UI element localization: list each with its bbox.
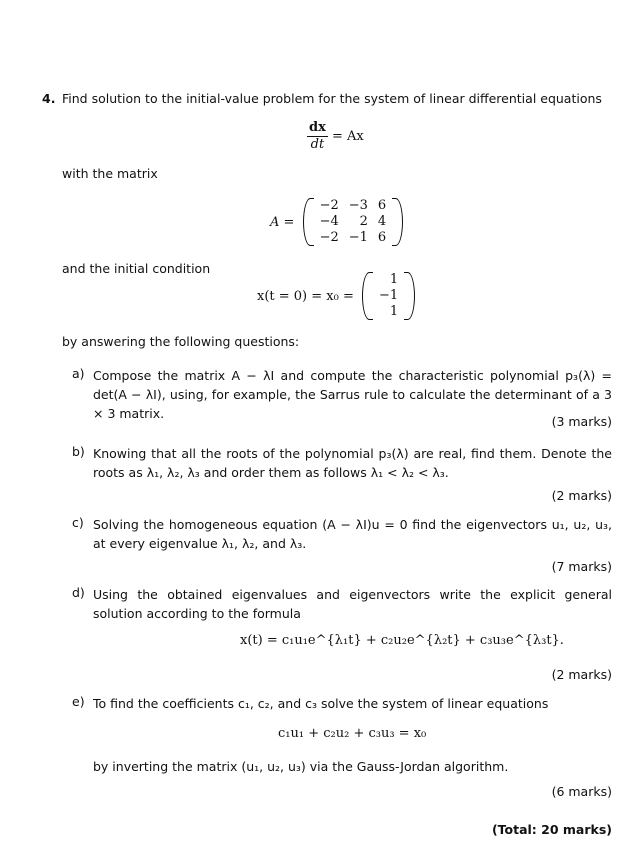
x0-cell: −1 <box>379 288 399 303</box>
question-d-formula: x(t) = c₁u₁e^{λ₁t} + c₂u₂e^{λ₂t} + c₃u₃e^{λ₃t}. <box>240 633 564 648</box>
ode-rhs: = Ax <box>331 129 364 144</box>
question-d-marks: (2 marks) <box>551 667 612 682</box>
question-d-label: d) <box>72 585 85 600</box>
ode-numerator: dx <box>309 120 326 135</box>
question-e-marks: (6 marks) <box>551 784 612 799</box>
question-a-label: a) <box>72 366 85 381</box>
x0-vector <box>362 272 415 320</box>
x0-block <box>257 272 415 320</box>
matrix-a-cell: −2 <box>319 230 339 245</box>
matrix-a-cell: 6 <box>377 198 387 213</box>
matrix-a-cell: 6 <box>377 230 387 245</box>
question-e-text: To find the coefficients c₁, c₂, and c₃ solve the system of linear equations <box>93 696 549 711</box>
matrix-a-block <box>270 198 403 246</box>
question-b-marks: (2 marks) <box>551 488 612 503</box>
question-d-text: Using the obtained eigenvalues and eigenvectors write the explicit general solution according to the formula <box>93 587 612 621</box>
question-a-text: Compose the matrix A − λI and compute the characteristic polynomial p₃(λ) = det(A − λI), using, for example, the Sarrus rule to calculate the determinant of a 3 × 3 matrix. <box>93 368 612 421</box>
question-c-text: Solving the homogeneous equation (A − λI)u = 0 find the eigenvectors u₁, u₂, u₃, at every eigenvalue λ₁, λ₂, and λ₃. <box>93 517 612 551</box>
answering-text: by answering the following questions: <box>62 334 300 349</box>
question-e-formula: c₁u₁ + c₂u₂ + c₃u₃ = x₀ <box>278 726 427 741</box>
matrix-a-cell: 4 <box>377 214 387 229</box>
problem-number: 4. <box>42 91 56 106</box>
question-c-label: c) <box>72 515 84 530</box>
matrix-a-cell: −3 <box>348 198 368 213</box>
question-b-label: b) <box>72 444 85 459</box>
matrix-a-cell: −4 <box>319 214 339 229</box>
question-b-text: Knowing that all the roots of the polynomial p₃(λ) are real, find them. Denote the roots as λ₁, λ₂, λ₃ and order them as follows λ₁ < λ₂ < λ₃. <box>93 446 612 480</box>
x0-label: x(t = 0) = x₀ = <box>257 288 354 304</box>
question-c-marks: (7 marks) <box>551 559 612 574</box>
matrix-a-cell: −2 <box>319 198 339 213</box>
matrix-a-cell: −1 <box>348 230 368 245</box>
with-matrix-text: with the matrix <box>62 166 158 181</box>
ode-fraction <box>307 120 328 153</box>
x0-cell: 1 <box>389 304 399 319</box>
ode-denominator: dt <box>310 137 325 152</box>
matrix-a-cell: 2 <box>359 214 368 229</box>
matrix-a <box>303 198 404 246</box>
question-e-label: e) <box>72 694 85 709</box>
ode-equation <box>307 120 364 153</box>
initial-condition-text: and the initial condition <box>62 261 211 276</box>
matrix-a-label: A = <box>270 214 295 230</box>
x0-cell: 1 <box>389 272 399 287</box>
question-a-marks: (3 marks) <box>551 414 612 429</box>
total-marks: (Total: 20 marks) <box>491 822 612 837</box>
question-e-text2: by inverting the matrix (u₁, u₂, u₃) via the Gauss-Jordan algorithm. <box>93 759 509 774</box>
problem-intro: Find solution to the initial-value problem for the system of linear differential equations <box>62 91 602 106</box>
